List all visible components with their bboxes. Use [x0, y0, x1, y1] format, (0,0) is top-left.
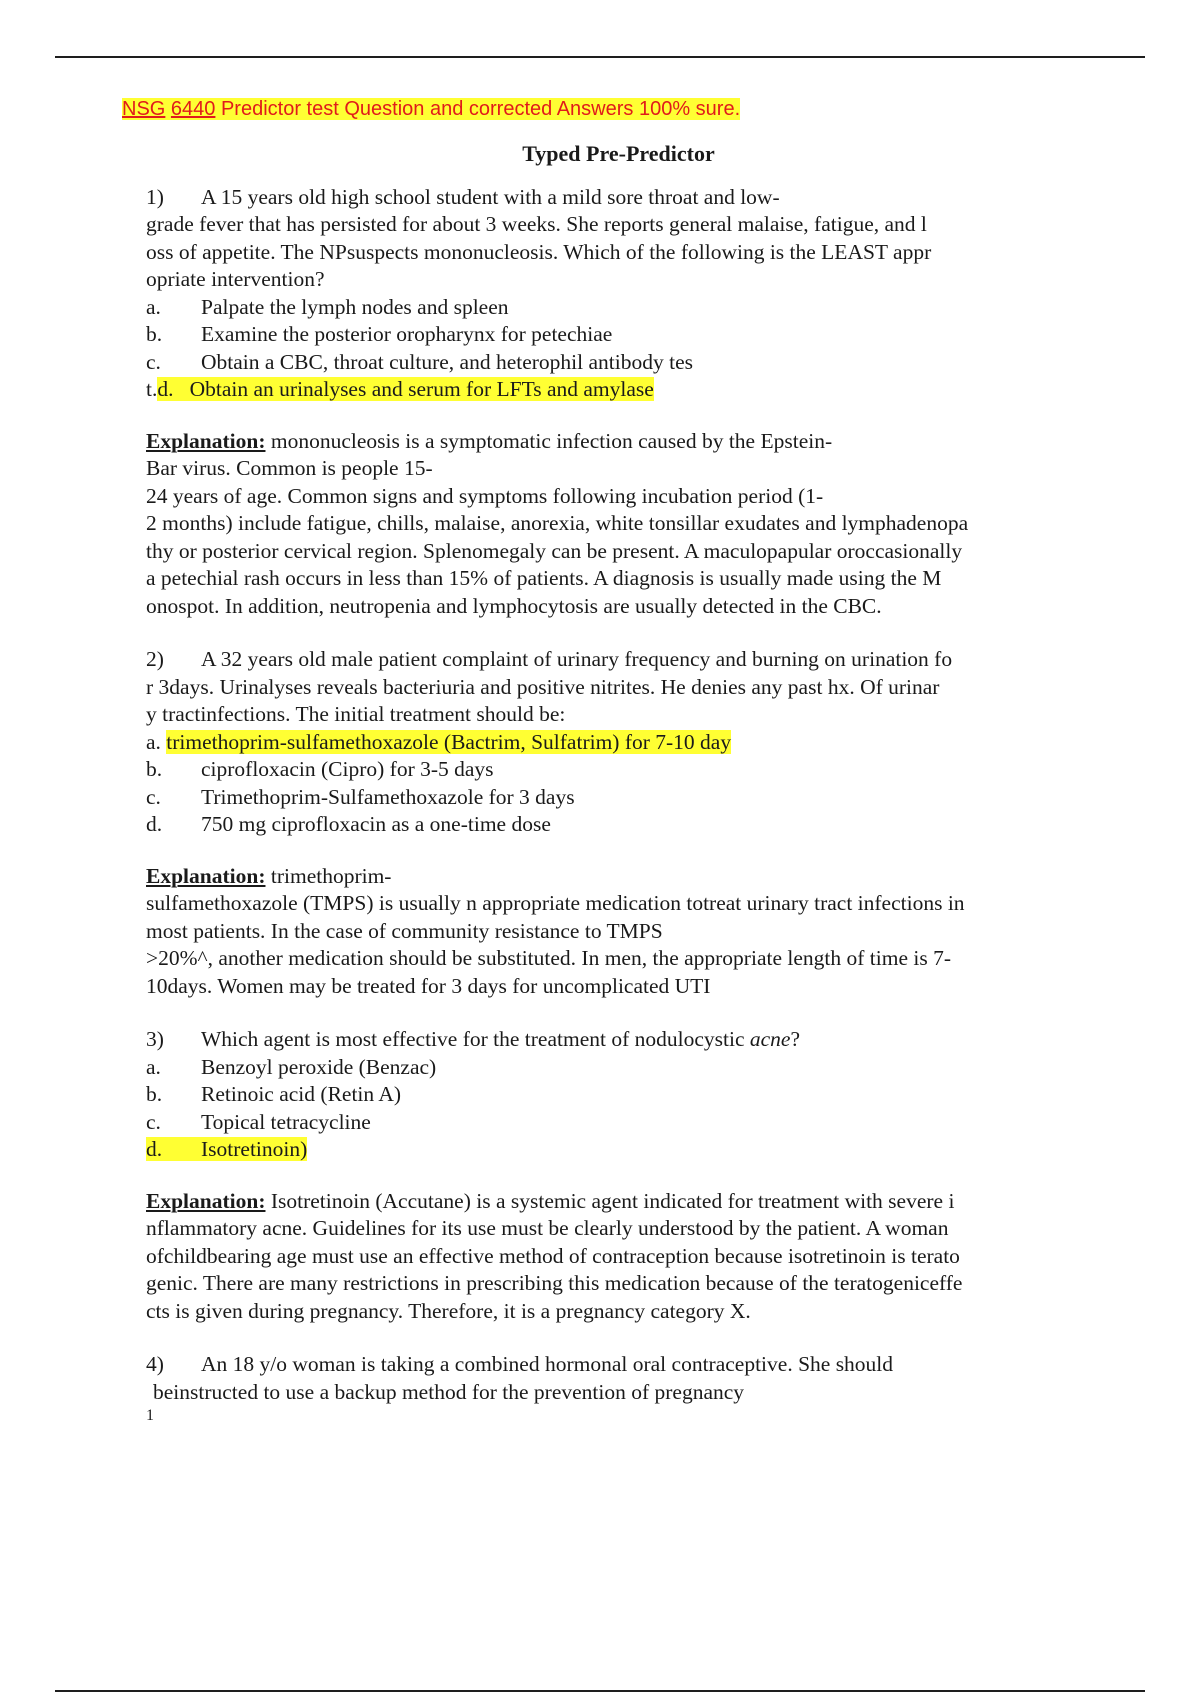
question-number: 1) [146, 184, 164, 209]
question-number: 4) [146, 1352, 164, 1376]
document-header [122, 96, 1091, 122]
top-rule [55, 56, 1145, 58]
question-number: 3) [146, 1027, 164, 1051]
question-2: 2) A 32 years old male patient complaint of urinary frequency and burning on urination fo r 3days. Urinalyses reveals bacteriuria and positive nitrites. He denies any past hx. Of urinar y tractinfections. The initial treatment should be: a. trimethoprim-sulfamethoxazole (Bactrim, Sulfatrim) for 7-10 day b. ciprofloxacin (Cipro) for 3-5 days c. Trimethoprim-Sulfamethoxazole for 3 days d. 750 mg ciprofloxacin as a one-time dose Explanation: trimethoprim- sulfamethoxazole (TMPS) is usually n appropriate medication totreat urinary tract infections in most patients. In the case of community resistance to TMPS >20%^, another medication should be substituted. In men, the appropriate length of time is 7- 10days. Women may be treated for 3 days for uncomplicated UTI [146, 646, 1091, 1000]
option-b: b. Retinoic acid (Retin A) [146, 1082, 402, 1106]
option-a-answer: a. trimethoprim-sulfamethoxazole (Bactrim, Sulfatrim) for 7-10 day [146, 729, 732, 754]
explanation-1: Explanation: mononucleosis is a symptomatic infection caused by the Epstein- Bar virus. Common is people 15- 24 years of age. Common signs and symptoms following incubation period (1- 2 months) include fatigue, chills, malaise, anorexia, white tonsillar exudates and lymphadenopa thy or posterior cervical region. Splenomegaly can be present. A maculopapular oroccasionally a petechial rash occurs in less than 15% of patients. A diagnosis is usually made using the M onospot. In addition, neutropenia and lymphocytosis are usually detected in the CBC. [146, 428, 969, 618]
question-3: 3) Which agent is most effective for the treatment of nodulocystic acne? a. Benzoyl peroxide (Benzac) b. Retinoic acid (Retin A) c. Topical tetracycline d. Isotretinoin) Explanation: Isotretinoin (Accutane) is a systemic agent indicated for treatment with severe i nflammatory acne. Guidelines for its use must be clearly understood by the patient. A woman ofchildbearing age must use an effective method of contraception because isotretinoin is terato genic. There are many restrictions in prescribing this medication because of the teratogeniceffe cts is given during pregnancy. Therefore, it is a pregnancy category X. [146, 1026, 1091, 1325]
option-c: c. Topical tetracycline [146, 1109, 371, 1134]
question-4: 4) An 18 y/o woman is taking a combined hormonal oral contraceptive. She should beinstructed to use a backup method for the prevention of pregnancy 1 [146, 1351, 1091, 1426]
explanation-2: Explanation: trimethoprim- sulfamethoxazole (TMPS) is usually n appropriate medication totreat urinary tract infections in most patients. In the case of community resistance to TMPS >20%^, another medication should be substituted. In men, the appropriate length of time is 7- 10days. Women may be treated for 3 days for uncomplicated UTI [146, 863, 965, 998]
course-number: 6440 [170, 98, 216, 120]
option-b: b. ciprofloxacin (Cipro) for 3-5 days [146, 757, 494, 781]
document-body [122, 96, 1091, 1426]
question-stem-cont: beinstructed to use a backup method for the prevention of pregnancy [153, 1379, 745, 1404]
option-b: b. Examine the posterior oropharynx for petechiae [146, 322, 613, 346]
option-a: a. Palpate the lymph nodes and spleen [146, 294, 509, 319]
header-text: Predictor test Question and corrected Answers 100% sure. [220, 98, 741, 120]
option-d: d. 750 mg ciprofloxacin as a one-time dose [146, 812, 551, 836]
question-stem-cont: grade fever that has persisted for about 3 weeks. She reports general malaise, fatigue, and l oss of appetite. The NPsuspects mononucleosis. Which of the following is the LEAST appr opriate intervention? [146, 212, 932, 291]
question-number: 2) [146, 647, 164, 671]
option-d-answer: d. Isotretinoin) [146, 1137, 308, 1161]
explanation-3: Explanation: Isotretinoin (Accutane) is a systemic agent indicated for treatment with severe i nflammatory acne. Guidelines for its use must be clearly understood by the patient. A woman ofchildbearing age must use an effective method of contraception because isotretinoin is terato genic. There are many restrictions in prescribing this medication because of the teratogeniceffe cts is given during pregnancy. Therefore, it is a pregnancy category X. [146, 1188, 963, 1323]
page-number: 1 [146, 1407, 154, 1424]
page-title: Typed Pre-Predictor [522, 141, 715, 166]
option-c: c. Obtain a CBC, throat culture, and heterophil antibody tes [146, 349, 694, 374]
course-code: NSG [122, 98, 166, 120]
option-a: a. Benzoyl peroxide (Benzac) [146, 1054, 437, 1079]
bottom-rule [55, 1690, 1145, 1692]
option-c: c. Trimethoprim-Sulfamethoxazole for 3 days [146, 784, 575, 809]
option-d-answer: t.d. Obtain an urinalyses and serum for LFTs and amylase [146, 377, 654, 401]
question-1: 1) A 15 years old high school student with a mild sore throat and low- grade fever that has persisted for about 3 weeks. She reports general malaise, fatigue, and l oss of appetite. The NPsuspects mononucleosis. Which of the following is the LEAST appr opriate intervention? a. Palpate the lymph nodes and spleen b. Examine the posterior oropharynx for petechiae c. Obtain a CBC, throat culture, and heterophil antibody tes t.d. Obtain an urinalyses and serum for LFTs and amylase Explanation: mononucleosis is a symptomatic infection caused by the Epstein- Bar virus. Common is people 15- 24 years of age. Common signs and symptoms following incubation period (1- 2 months) include fatigue, chills, malaise, anorexia, white tonsillar exudates and lymphadenopa thy or posterior cervical region. Splenomegaly can be present. A maculopapular oroccasionally a petechial rash occurs in less than 15% of patients. A diagnosis is usually made using the M onospot. In addition, neutropenia and lymphocytosis are usually detected in the CBC. [146, 184, 1091, 621]
question-stem-cont: r 3days. Urinalyses reveals bacteriuria and positive nitrites. He denies any past hx. Of urinar y tractinfections. The initial treatment should be: [146, 674, 940, 726]
